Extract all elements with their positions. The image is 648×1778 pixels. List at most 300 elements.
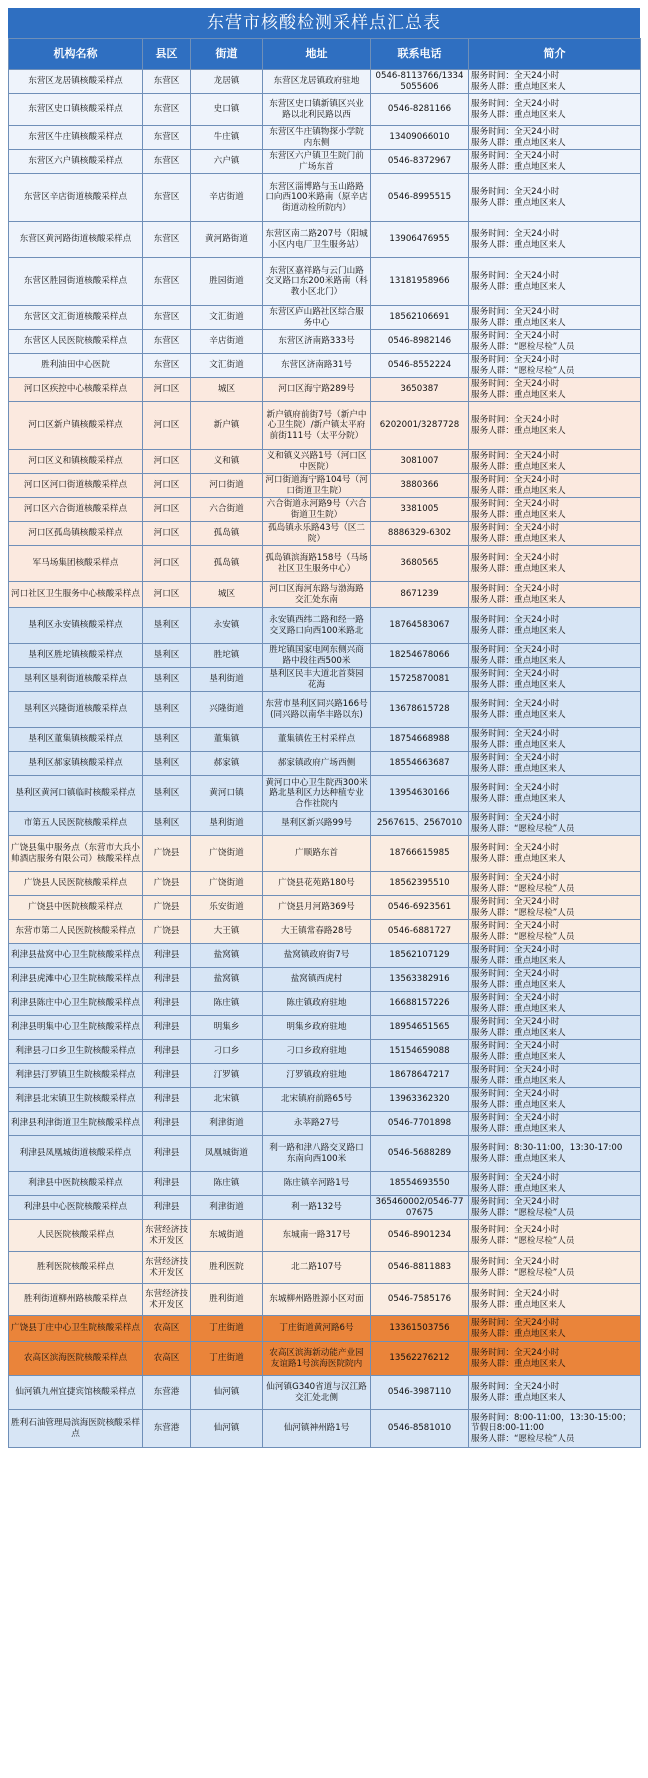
cell-institution-name: 河口区疾控中心核酸采样点 <box>9 378 143 402</box>
cell-phone-number: 18562395510 <box>371 872 469 896</box>
cell-address: 汀罗镇政府驻地 <box>263 1064 371 1088</box>
cell-address: 胜坨镇国家电网东侧兴商路中段往西500米 <box>263 644 371 668</box>
cell-street-name: 大王镇 <box>191 920 263 944</box>
cell-phone-number: 13963362320 <box>371 1088 469 1112</box>
cell-phone-number: 0546-3987110 <box>371 1376 469 1410</box>
cell-intro: 服务时间：全天24小时 服务人群：重点地区来人 <box>469 644 641 668</box>
cell-street-name: 凤凰城街道 <box>191 1136 263 1172</box>
cell-address: 董集镇佐王村采样点 <box>263 728 371 752</box>
table-header-row <box>9 39 641 70</box>
cell-intro: 服务时间：全天24小时 服务人群：重点地区来人 <box>469 474 641 498</box>
cell-address: 孤岛镇永乐路43号（区二院） <box>263 522 371 546</box>
cell-street-name: 胜坨镇 <box>191 644 263 668</box>
cell-street-name: 新户镇 <box>191 402 263 450</box>
cell-county-name: 广饶县 <box>143 872 191 896</box>
cell-institution-name: 利津县凤凰城街道核酸采样点 <box>9 1136 143 1172</box>
cell-institution-name: 河口区河口街道核酸采样点 <box>9 474 143 498</box>
table-row <box>9 330 641 354</box>
cell-street-name: 丁庄街道 <box>191 1342 263 1376</box>
cell-institution-name: 胜利石油管理局滨海医院核酸采样点 <box>9 1410 143 1448</box>
cell-phone-number: 13954630166 <box>371 776 469 812</box>
cell-phone-number: 0546-7585176 <box>371 1284 469 1316</box>
cell-institution-name: 东营区辛店街道核酸采样点 <box>9 174 143 222</box>
cell-street-name: 胜利街道 <box>191 1284 263 1316</box>
cell-address: 六合街道永河路9号（六合街道卫生院） <box>263 498 371 522</box>
table-row <box>9 498 641 522</box>
cell-intro: 服务时间：全天24小时 服务人群：重点地区来人 <box>469 668 641 692</box>
cell-street-name: 利津街道 <box>191 1112 263 1136</box>
cell-address: 东营区牛庄镇物探小学院内东侧 <box>263 126 371 150</box>
cell-street-name: 陈庄镇 <box>191 1172 263 1196</box>
cell-address: 河口区海河东路与渤海路交汇处东南 <box>263 582 371 608</box>
cell-intro: 服务时间：全天24小时 服务人群：重点地区来人 <box>469 70 641 94</box>
table-row <box>9 1220 641 1252</box>
cell-intro: 服务时间：全天24小时 服务人群：重点地区来人 <box>469 1376 641 1410</box>
cell-institution-name: 垦利区黄河口镇临时核酸采样点 <box>9 776 143 812</box>
cell-address: 仙河镇神州路1号 <box>263 1410 371 1448</box>
cell-county-name: 利津县 <box>143 1172 191 1196</box>
cell-address: 东城柳州路胜源小区对面 <box>263 1284 371 1316</box>
cell-institution-name: 垦利区永安镇核酸采样点 <box>9 608 143 644</box>
cell-phone-number: 18562107129 <box>371 944 469 968</box>
cell-institution-name: 利津县明集中心卫生院核酸采样点 <box>9 1016 143 1040</box>
cell-phone-number: 18764583067 <box>371 608 469 644</box>
cell-phone-number: 0546-8995515 <box>371 174 469 222</box>
cell-street-name: 丁庄街道 <box>191 1316 263 1342</box>
table-row <box>9 812 641 836</box>
cell-county-name: 广饶县 <box>143 920 191 944</box>
cell-street-name: 刁口乡 <box>191 1040 263 1064</box>
cell-street-name: 史口镇 <box>191 94 263 126</box>
table-row <box>9 1016 641 1040</box>
table-row <box>9 70 641 94</box>
table-row <box>9 582 641 608</box>
cell-street-name: 孤岛镇 <box>191 546 263 582</box>
cell-county-name: 垦利区 <box>143 644 191 668</box>
cell-intro: 服务时间：全天24小时 服务人群：重点地区来人 <box>469 126 641 150</box>
cell-address: 东营区南二路207号（阳城小区内电厂卫生服务站） <box>263 222 371 258</box>
cell-institution-name: 河口区义和镇核酸采样点 <box>9 450 143 474</box>
cell-intro: 服务时间：全天24小时 服务人群：重点地区来人 <box>469 692 641 728</box>
table-row <box>9 1112 641 1136</box>
table-row <box>9 306 641 330</box>
cell-address: 新户镇府前街7号（新户中心卫生院）/新户镇太平府前街111号（太平分院） <box>263 402 371 450</box>
table-row <box>9 728 641 752</box>
cell-institution-name: 利津县中心医院核酸采样点 <box>9 1196 143 1220</box>
cell-county-name: 东营区 <box>143 70 191 94</box>
cell-intro: 服务时间：全天24小时 服务人群：重点地区来人 <box>469 378 641 402</box>
cell-county-name: 利津县 <box>143 992 191 1016</box>
table-row <box>9 896 641 920</box>
cell-address: 河口街道海宁路104号（河口街道卫生院） <box>263 474 371 498</box>
table-row <box>9 872 641 896</box>
cell-address: 盐窝镇政府街7号 <box>263 944 371 968</box>
cell-street-name: 郝家镇 <box>191 752 263 776</box>
cell-intro: 服务时间：全天24小时 服务人群：重点地区来人 <box>469 94 641 126</box>
cell-address: 垦利区民丰大道北首葵园花海 <box>263 668 371 692</box>
cell-county-name: 利津县 <box>143 1136 191 1172</box>
cell-address: 东营区济南路31号 <box>263 354 371 378</box>
cell-street-name: 广饶街道 <box>191 836 263 872</box>
cell-institution-name: 河口区孤岛镇核酸采样点 <box>9 522 143 546</box>
cell-intro: 服务时间：全天24小时 服务人群：重点地区来人 <box>469 174 641 222</box>
cell-street-name: 盐窝镇 <box>191 968 263 992</box>
cell-county-name: 利津县 <box>143 1064 191 1088</box>
cell-intro: 服务时间：全天24小时 服务人群：“愿检尽检”人员 <box>469 1220 641 1252</box>
cell-street-name: 明集乡 <box>191 1016 263 1040</box>
cell-institution-name: 河口社区卫生服务中心核酸采样点 <box>9 582 143 608</box>
cell-intro: 服务时间：全天24小时 服务人群：“愿检尽检”人员 <box>469 1252 641 1284</box>
cell-street-name: 广饶街道 <box>191 872 263 896</box>
cell-address: 利一路和津八路交叉路口东南向西100米 <box>263 1136 371 1172</box>
cell-address: 大王镇常春路28号 <box>263 920 371 944</box>
cell-county-name: 垦利区 <box>143 752 191 776</box>
cell-county-name: 垦利区 <box>143 776 191 812</box>
table-row <box>9 920 641 944</box>
table-row <box>9 258 641 306</box>
header-address: 地址 <box>263 39 371 70</box>
cell-intro: 服务时间：全天24小时 服务人群：“愿检尽检”人员 <box>469 896 641 920</box>
cell-county-name: 东营区 <box>143 222 191 258</box>
table-row <box>9 1040 641 1064</box>
cell-address: 陈庄镇政府驻地 <box>263 992 371 1016</box>
cell-county-name: 广饶县 <box>143 896 191 920</box>
cell-county-name: 利津县 <box>143 1088 191 1112</box>
cell-street-name: 牛庄镇 <box>191 126 263 150</box>
cell-institution-name: 东营区黄河路街道核酸采样点 <box>9 222 143 258</box>
cell-county-name: 东营区 <box>143 126 191 150</box>
header-street: 街道 <box>191 39 263 70</box>
cell-institution-name: 垦利区兴隆街道核酸采样点 <box>9 692 143 728</box>
table-row <box>9 474 641 498</box>
cell-phone-number: 0546-6881727 <box>371 920 469 944</box>
cell-phone-number: 0546-8581010 <box>371 1410 469 1448</box>
cell-county-name: 东营区 <box>143 174 191 222</box>
cell-county-name: 河口区 <box>143 474 191 498</box>
cell-address: 广饶县月河路369号 <box>263 896 371 920</box>
cell-phone-number: 0546-8372967 <box>371 150 469 174</box>
cell-intro: 服务时间：全天24小时 服务人群：重点地区来人 <box>469 944 641 968</box>
cell-phone-number: 0546-8552224 <box>371 354 469 378</box>
cell-intro: 服务时间：全天24小时 服务人群：重点地区来人 <box>469 776 641 812</box>
cell-street-name: 六户镇 <box>191 150 263 174</box>
cell-address: 广顺路东首 <box>263 836 371 872</box>
cell-address: 陈庄镇辛河路1号 <box>263 1172 371 1196</box>
cell-county-name: 广饶县 <box>143 836 191 872</box>
cell-intro: 服务时间：全天24小时 服务人群：重点地区来人 <box>469 222 641 258</box>
table-row <box>9 1172 641 1196</box>
cell-institution-name: 人民医院核酸采样点 <box>9 1220 143 1252</box>
cell-institution-name: 利津县陈庄中心卫生院核酸采样点 <box>9 992 143 1016</box>
cell-institution-name: 垦利区垦利街道核酸采样点 <box>9 668 143 692</box>
cell-intro: 服务时间：全天24小时 服务人群：“愿检尽检”人员 <box>469 920 641 944</box>
cell-street-name: 仙河镇 <box>191 1376 263 1410</box>
table-row <box>9 1064 641 1088</box>
cell-institution-name: 利津县汀罗镇卫生院核酸采样点 <box>9 1064 143 1088</box>
cell-county-name: 利津县 <box>143 968 191 992</box>
table-row <box>9 692 641 728</box>
cell-intro: 服务时间：全天24小时 服务人群：重点地区来人 <box>469 582 641 608</box>
cell-institution-name: 东营区人民医院核酸采样点 <box>9 330 143 354</box>
cell-phone-number: 0546-8901234 <box>371 1220 469 1252</box>
cell-intro: 服务时间：全天24小时 服务人群：重点地区来人 <box>469 1284 641 1316</box>
table-row <box>9 1284 641 1316</box>
table-row <box>9 1316 641 1342</box>
cell-county-name: 农高区 <box>143 1342 191 1376</box>
cell-institution-name: 东营市第二人民医院核酸采样点 <box>9 920 143 944</box>
table-row <box>9 968 641 992</box>
cell-county-name: 河口区 <box>143 546 191 582</box>
table-row <box>9 150 641 174</box>
table-row <box>9 378 641 402</box>
cell-intro: 服务时间：全天24小时 服务人群：重点地区来人 <box>469 1088 641 1112</box>
table-row <box>9 644 641 668</box>
cell-street-name: 东城街道 <box>191 1220 263 1252</box>
cell-address: 郝家镇政府广场西侧 <box>263 752 371 776</box>
cell-county-name: 河口区 <box>143 498 191 522</box>
cell-street-name: 黄河路街道 <box>191 222 263 258</box>
cell-phone-number: 3081007 <box>371 450 469 474</box>
cell-phone-number: 18766615985 <box>371 836 469 872</box>
cell-street-name: 汀罗镇 <box>191 1064 263 1088</box>
table-row <box>9 94 641 126</box>
header-institution: 机构名称 <box>9 39 143 70</box>
table-row <box>9 402 641 450</box>
cell-address: 农高区滨海新动能产业园友谊路1号滨海医院院内 <box>263 1342 371 1376</box>
table-row <box>9 752 641 776</box>
cell-intro: 服务时间：全天24小时 服务人群：“愿检尽检”人员 <box>469 1196 641 1220</box>
cell-institution-name: 东营区龙居镇核酸采样点 <box>9 70 143 94</box>
cell-address: 明集乡政府驻地 <box>263 1016 371 1040</box>
cell-phone-number: 0546-8982146 <box>371 330 469 354</box>
cell-address: 仙河镇G340省道与汉江路交汇处北侧 <box>263 1376 371 1410</box>
cell-address: 东营区济南路333号 <box>263 330 371 354</box>
cell-street-name: 利津街道 <box>191 1196 263 1220</box>
cell-county-name: 垦利区 <box>143 728 191 752</box>
cell-intro: 服务时间：全天24小时 服务人群：“愿检尽检”人员 <box>469 330 641 354</box>
cell-phone-number: 13906476955 <box>371 222 469 258</box>
cell-institution-name: 东营区牛庄镇核酸采样点 <box>9 126 143 150</box>
cell-intro: 服务时间：全天24小时 服务人群：重点地区来人 <box>469 402 641 450</box>
header-intro: 简介 <box>469 39 641 70</box>
cell-phone-number: 18254678066 <box>371 644 469 668</box>
cell-phone-number: 3880366 <box>371 474 469 498</box>
cell-street-name: 兴隆街道 <box>191 692 263 728</box>
table-row <box>9 126 641 150</box>
cell-phone-number: 18954651565 <box>371 1016 469 1040</box>
cell-street-name: 孤岛镇 <box>191 522 263 546</box>
cell-street-name: 仙河镇 <box>191 1410 263 1448</box>
cell-county-name: 利津县 <box>143 944 191 968</box>
table-row <box>9 776 641 812</box>
cell-intro: 服务时间：全天24小时 服务人群：重点地区来人 <box>469 1316 641 1342</box>
cell-intro: 服务时间：全天24小时 服务人群：重点地区来人 <box>469 1172 641 1196</box>
table-row <box>9 992 641 1016</box>
cell-intro: 服务时间：全天24小时 服务人群：重点地区来人 <box>469 450 641 474</box>
cell-phone-number: 18554663687 <box>371 752 469 776</box>
cell-institution-name: 市第五人民医院核酸采样点 <box>9 812 143 836</box>
table-row <box>9 836 641 872</box>
cell-street-name: 垦利街道 <box>191 668 263 692</box>
cell-intro: 服务时间：全天24小时 服务人群：重点地区来人 <box>469 498 641 522</box>
cell-institution-name: 胜利油田中心医院 <box>9 354 143 378</box>
cell-intro: 服务时间：全天24小时 服务人群：重点地区来人 <box>469 1342 641 1376</box>
cell-county-name: 农高区 <box>143 1316 191 1342</box>
cell-institution-name: 广饶县人民医院核酸采样点 <box>9 872 143 896</box>
cell-phone-number: 365460002/0546-7707675 <box>371 1196 469 1220</box>
cell-phone-number: 18554693550 <box>371 1172 469 1196</box>
cell-institution-name: 利津县刁口乡卫生院核酸采样点 <box>9 1040 143 1064</box>
cell-institution-name: 垦利区董集镇核酸采样点 <box>9 728 143 752</box>
cell-phone-number: 0546-7701898 <box>371 1112 469 1136</box>
table-row <box>9 222 641 258</box>
cell-institution-name: 广饶县集中服务点（东营市大兵小帅酒店服务有限公司）核酸采样点 <box>9 836 143 872</box>
cell-phone-number: 15154659088 <box>371 1040 469 1064</box>
cell-intro: 服务时间：全天24小时 服务人群：重点地区来人 <box>469 546 641 582</box>
table-row <box>9 1342 641 1376</box>
cell-phone-number: 0546-8281166 <box>371 94 469 126</box>
cell-phone-number: 2567615、2567010 <box>371 812 469 836</box>
cell-street-name: 北宋镇 <box>191 1088 263 1112</box>
cell-institution-name: 东营区六户镇核酸采样点 <box>9 150 143 174</box>
cell-county-name: 东营经济技术开发区 <box>143 1220 191 1252</box>
cell-intro: 服务时间：全天24小时 服务人群：重点地区来人 <box>469 306 641 330</box>
cell-address: 孤岛镇滨海路158号（马场社区卫生服务中心） <box>263 546 371 582</box>
cell-street-name: 董集镇 <box>191 728 263 752</box>
table-row <box>9 354 641 378</box>
cell-street-name: 垦利街道 <box>191 812 263 836</box>
cell-county-name: 东营区 <box>143 150 191 174</box>
cell-address: 黄河口中心卫生院西300米路北垦利区力达种植专业合作社院内 <box>263 776 371 812</box>
cell-county-name: 垦利区 <box>143 668 191 692</box>
cell-address: 垦利区新兴路99号 <box>263 812 371 836</box>
cell-phone-number: 18562106691 <box>371 306 469 330</box>
cell-phone-number: 3680565 <box>371 546 469 582</box>
cell-intro: 服务时间：全天24小时 服务人群：重点地区来人 <box>469 752 641 776</box>
cell-institution-name: 利津县北宋镇卫生院核酸采样点 <box>9 1088 143 1112</box>
cell-address: 东城南一路317号 <box>263 1220 371 1252</box>
cell-address: 东营区史口镇新镇区兴业路以北利民路以西 <box>263 94 371 126</box>
cell-intro: 服务时间：全天24小时 服务人群：重点地区来人 <box>469 150 641 174</box>
cell-street-name: 胜园街道 <box>191 258 263 306</box>
cell-phone-number: 3381005 <box>371 498 469 522</box>
cell-street-name: 河口街道 <box>191 474 263 498</box>
cell-address: 盐窝镇西虎村 <box>263 968 371 992</box>
cell-intro: 服务时间：全天24小时 服务人群：重点地区来人 <box>469 836 641 872</box>
cell-address: 河口区海宁路289号 <box>263 378 371 402</box>
cell-phone-number: 13562276212 <box>371 1342 469 1376</box>
cell-address: 刁口乡政府驻地 <box>263 1040 371 1064</box>
cell-county-name: 河口区 <box>143 450 191 474</box>
cell-phone-number: 13678615728 <box>371 692 469 728</box>
cell-street-name: 六合街道 <box>191 498 263 522</box>
cell-intro: 服务时间：全天24小时 服务人群：重点地区来人 <box>469 258 641 306</box>
cell-intro: 服务时间：全天24小时 服务人群：重点地区来人 <box>469 1016 641 1040</box>
table-row <box>9 1376 641 1410</box>
cell-street-name: 辛店街道 <box>191 174 263 222</box>
cell-phone-number: 13181958966 <box>371 258 469 306</box>
cell-county-name: 河口区 <box>143 378 191 402</box>
cell-phone-number: 16688157226 <box>371 992 469 1016</box>
cell-intro: 服务时间：8:00-11:00，13:30-15:00；节假日8:00-11:00 服务人群：“愿检尽检”人员 <box>469 1410 641 1448</box>
cell-phone-number: 3650387 <box>371 378 469 402</box>
table-row <box>9 522 641 546</box>
cell-phone-number: 13361503756 <box>371 1316 469 1342</box>
cell-address: 东营市垦利区同兴路166号(同兴路以南华丰路以东) <box>263 692 371 728</box>
cell-institution-name: 胜利医院核酸采样点 <box>9 1252 143 1284</box>
table-row <box>9 546 641 582</box>
cell-address: 东营区庐山路社区综合服务中心 <box>263 306 371 330</box>
cell-street-name: 黄河口镇 <box>191 776 263 812</box>
cell-institution-name: 河口区新户镇核酸采样点 <box>9 402 143 450</box>
cell-street-name: 城区 <box>191 378 263 402</box>
cell-county-name: 东营区 <box>143 94 191 126</box>
cell-intro: 服务时间：全天24小时 服务人群：“愿检尽检”人员 <box>469 354 641 378</box>
cell-institution-name: 垦利区郝家镇核酸采样点 <box>9 752 143 776</box>
cell-county-name: 河口区 <box>143 402 191 450</box>
header-county: 县区 <box>143 39 191 70</box>
cell-intro: 服务时间：全天24小时 服务人群：重点地区来人 <box>469 1040 641 1064</box>
sampling-point-table <box>8 38 641 1448</box>
cell-county-name: 东营经济技术开发区 <box>143 1284 191 1316</box>
cell-phone-number: 18754668988 <box>371 728 469 752</box>
header-phone: 联系电话 <box>371 39 469 70</box>
cell-address: 利一路132号 <box>263 1196 371 1220</box>
cell-street-name: 乐安街道 <box>191 896 263 920</box>
cell-intro: 服务时间：全天24小时 服务人群：“愿检尽检”人员 <box>469 872 641 896</box>
cell-phone-number: 0546-8113766/13345055606 <box>371 70 469 94</box>
cell-county-name: 东营经济技术开发区 <box>143 1252 191 1284</box>
table-row <box>9 1088 641 1112</box>
cell-address: 永安镇西纬二路和经一路交叉路口向西100米路北 <box>263 608 371 644</box>
cell-county-name: 东营区 <box>143 306 191 330</box>
cell-county-name: 利津县 <box>143 1112 191 1136</box>
cell-address: 丁庄街道黄河路6号 <box>263 1316 371 1342</box>
cell-institution-name: 广饶县中医院核酸采样点 <box>9 896 143 920</box>
cell-county-name: 利津县 <box>143 1016 191 1040</box>
cell-county-name: 河口区 <box>143 582 191 608</box>
table-row <box>9 608 641 644</box>
cell-county-name: 垦利区 <box>143 692 191 728</box>
cell-phone-number: 18678647217 <box>371 1064 469 1088</box>
cell-county-name: 东营区 <box>143 330 191 354</box>
table-row <box>9 668 641 692</box>
table-row <box>9 1136 641 1172</box>
cell-county-name: 利津县 <box>143 1196 191 1220</box>
cell-institution-name: 河口区六合街道核酸采样点 <box>9 498 143 522</box>
cell-institution-name: 胜利街道柳州路核酸采样点 <box>9 1284 143 1316</box>
table-row <box>9 1410 641 1448</box>
cell-county-name: 垦利区 <box>143 812 191 836</box>
cell-county-name: 东营区 <box>143 258 191 306</box>
cell-address: 义和镇义兴路1号（河口区中医院） <box>263 450 371 474</box>
cell-phone-number: 15725870081 <box>371 668 469 692</box>
cell-address: 永莘路27号 <box>263 1112 371 1136</box>
cell-institution-name: 利津县利津街道卫生院核酸采样点 <box>9 1112 143 1136</box>
cell-institution-name: 农高区滨海医院核酸采样点 <box>9 1342 143 1376</box>
cell-street-name: 辛店街道 <box>191 330 263 354</box>
cell-phone-number: 13409066010 <box>371 126 469 150</box>
cell-intro: 服务时间：全天24小时 服务人群：重点地区来人 <box>469 968 641 992</box>
cell-intro: 服务时间：全天24小时 服务人群：重点地区来人 <box>469 728 641 752</box>
cell-phone-number: 0546-6923561 <box>371 896 469 920</box>
cell-intro: 服务时间：全天24小时 服务人群：重点地区来人 <box>469 522 641 546</box>
table-row <box>9 1252 641 1284</box>
cell-phone-number: 0546-5688289 <box>371 1136 469 1172</box>
cell-intro: 服务时间：全天24小时 服务人群：重点地区来人 <box>469 992 641 1016</box>
cell-address: 东营区淄博路与玉山路路口向西100米路南（原辛店街道动检所院内） <box>263 174 371 222</box>
cell-institution-name: 东营区胜园街道核酸采样点 <box>9 258 143 306</box>
